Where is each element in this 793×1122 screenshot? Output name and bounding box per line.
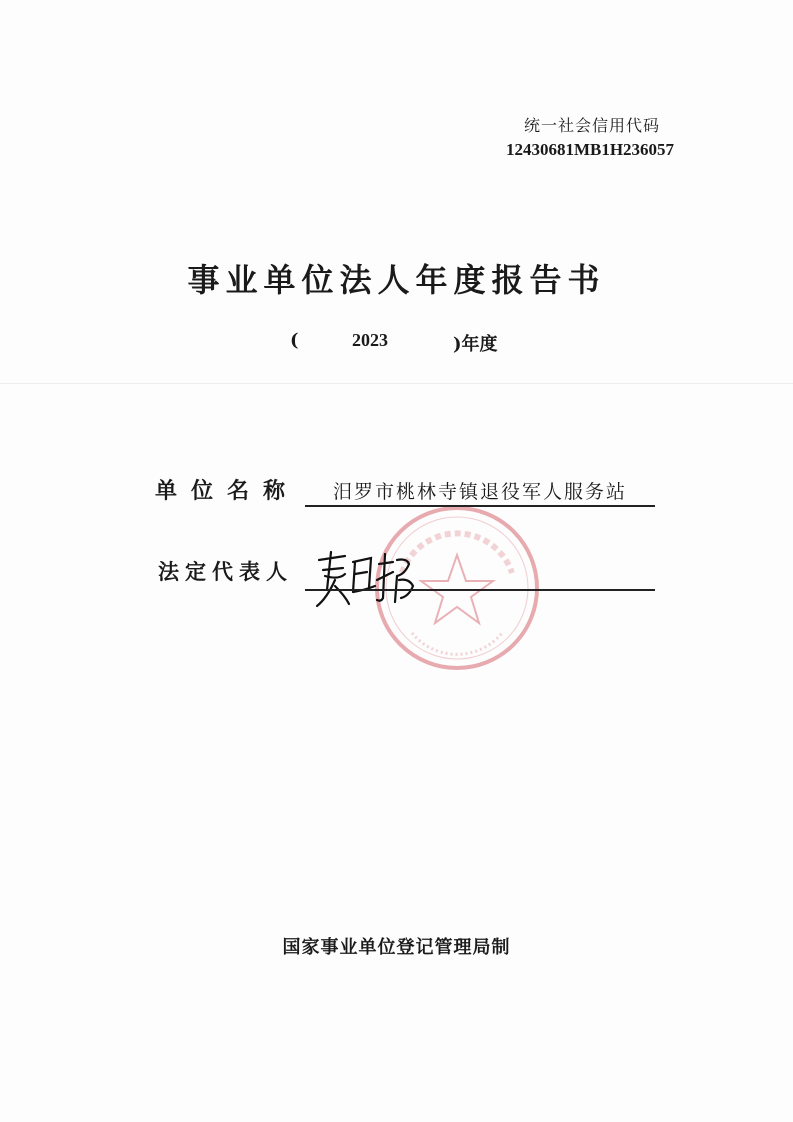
legal-representative-label: 法定代表人: [158, 560, 293, 584]
year-open-paren: (: [290, 330, 299, 351]
credit-code-value: 12430681MB1H236057: [505, 140, 675, 159]
unit-name-underline: [305, 505, 655, 507]
legal-representative-signature: [305, 540, 425, 615]
year-suffix: )年度: [453, 334, 498, 355]
credit-code-label: 统一社会信用代码: [523, 116, 660, 135]
page-fold-line: [0, 383, 793, 384]
page-title: 事业单位法人年度报告书: [187, 261, 606, 299]
unit-name-value: 汨罗市桃林寺镇退役军人服务站: [333, 481, 628, 503]
issuer-footer: 国家事业单位登记管理局制: [282, 937, 511, 958]
unit-name-label: 单位名称: [155, 479, 300, 504]
legal-representative-underline: [305, 589, 655, 591]
report-year: 2023: [352, 330, 388, 350]
